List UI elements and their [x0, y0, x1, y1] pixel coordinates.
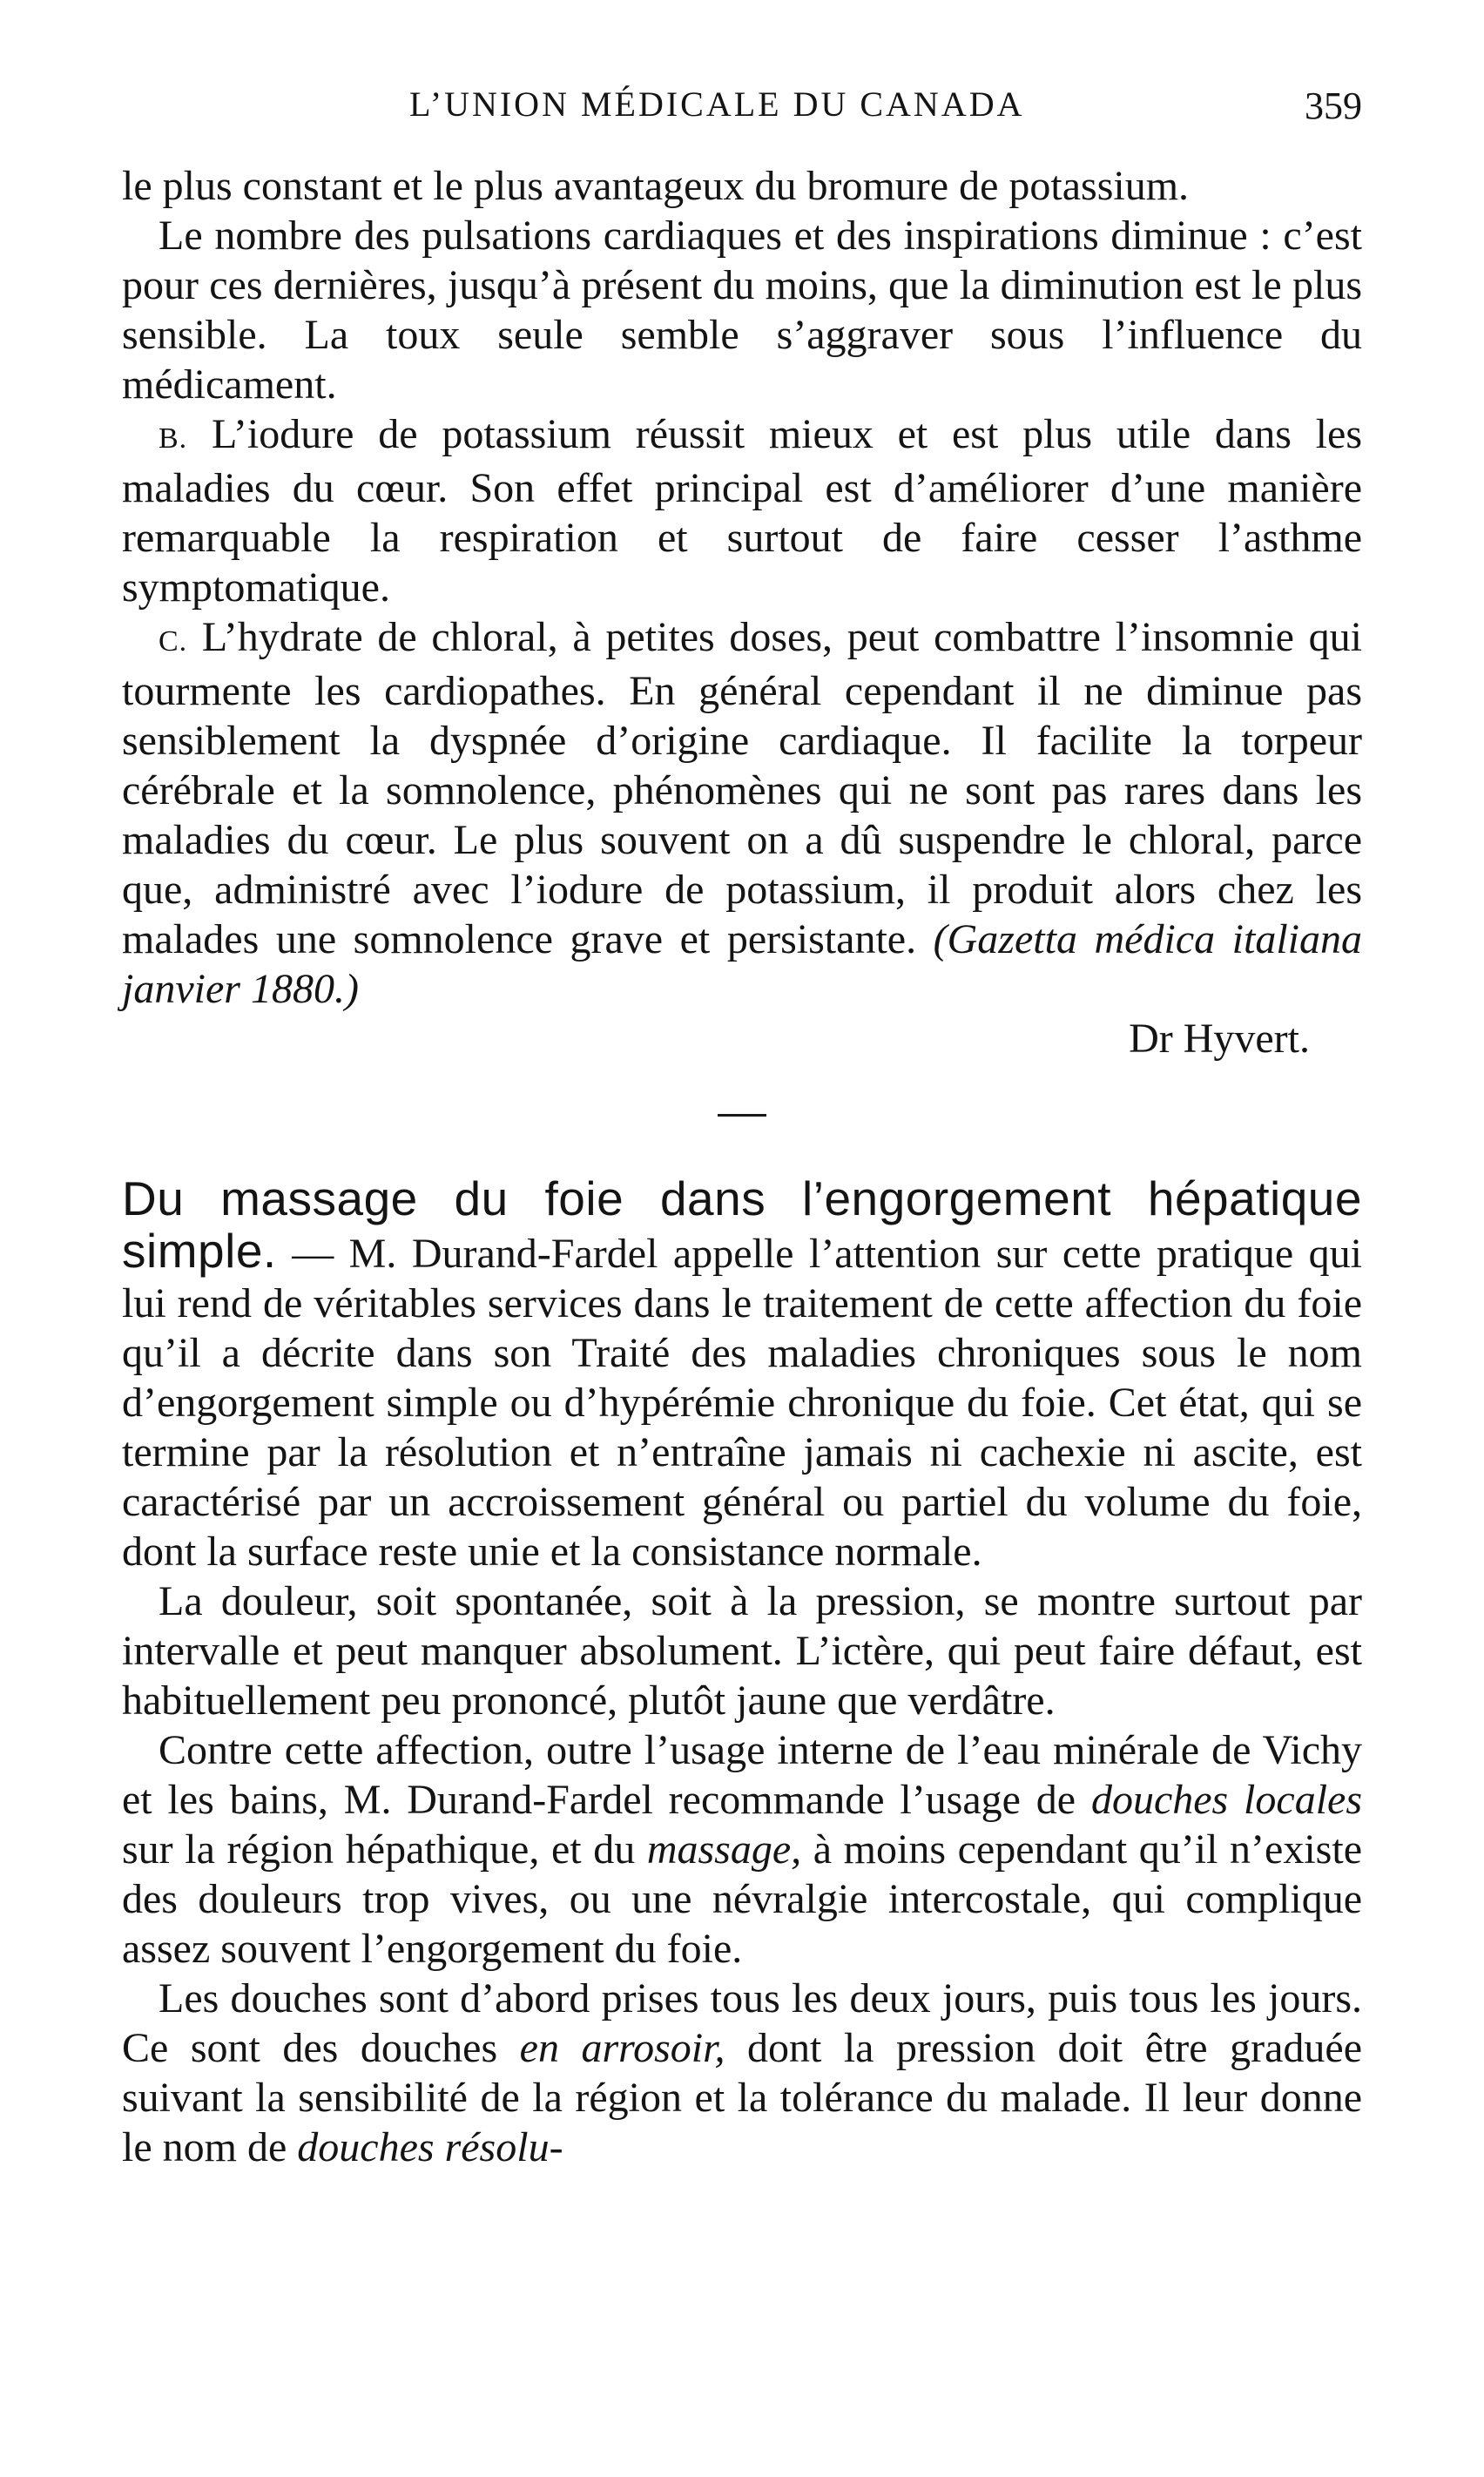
item-marker: C.	[159, 625, 188, 658]
paragraph-text: sur la région hépathique, et du	[122, 1826, 636, 1873]
paragraph: le plus constant et le plus avantageux du bromure de potassium.	[122, 163, 1190, 209]
paragraph-text: dont la pression doit être graduée suivant la sensibilité de la région et la tolérance du malade. Il leur donne le nom de	[122, 2025, 1363, 2170]
paragraph-text: Les douches sont d’abord prises tous les deux jours, puis tous les jours. Ce sont des douches	[122, 1975, 1362, 2071]
paragraph	[122, 1725, 1362, 1974]
paragraph	[122, 1974, 1362, 2172]
emphasis: massage,	[646, 1826, 802, 1873]
author-signature: Dr Hyvert.	[1129, 1016, 1310, 1062]
emphasis: douches locales	[1090, 1777, 1363, 1823]
emphasis: en arrosoir,	[519, 2025, 725, 2071]
section-divider	[718, 1114, 766, 1117]
article-title: Du massage du foie dans l’engorgement hépatique simple.	[122, 1171, 1362, 1278]
paragraph-b	[122, 409, 1362, 612]
article-continued	[122, 161, 1362, 2172]
paragraph-c	[122, 612, 1362, 1014]
paragraph: La douleur, soit spontanée, soit à la pression, se montre surtout par intervalle et peut manquer absolument. L’ictère, qui peut faire défaut, est habituellement peu prononcé, plutôt jaune que verdâtre.	[122, 1578, 1362, 1724]
paragraph-text: L’iodure de potassium réussit mieux et est plus utile dans les maladies du cœur. Son effet principal est d’améliorer d’une manière remarquable la respiration et surtout de faire cesser l’asthme symptomatique.	[122, 411, 1362, 611]
paragraph: Le nombre des pulsations cardiaques et des inspirations diminue : c’est pour ces dernières, jusqu’à présent du moins, que la diminution est le plus sensible. La toux seule semble s’aggraver sous l’influence du médicament.	[122, 213, 1362, 408]
article-opening	[122, 1171, 1363, 1576]
page-header	[122, 84, 1362, 136]
citation: (Gazetta médica italiana janvier 1880.)	[122, 916, 1363, 1012]
emphasis: douches résolu-	[297, 2124, 563, 2170]
paragraph-text: à moins cependant qu’il n’existe des douleurs trop vives, ou une névralgie intercostale, qui complique assez souvent l’engorgement du foie.	[122, 1826, 1362, 1972]
page-number: 359	[1305, 84, 1362, 127]
paragraph-text: L’hydrate de chloral, à petites doses, peut combattre l’insomnie qui tourmente les cardiopathes. En général cependant il ne diminue pas sensiblement la dyspnée d’origine cardiaque. Il facilite la torpeur cérébrale et la somnolence, phénomènes qui ne sont pas rares dans les maladies du cœur. Le plus souvent on a dû suspendre le chloral, parce que, administré avec l’iodure de potassium, il produit alors chez les malades une somnolence grave et persistante.	[122, 614, 1363, 962]
running-title: L’UNION MÉDICALE DU CANADA	[409, 84, 1025, 124]
item-marker: B.	[159, 422, 188, 455]
paragraph-text: Contre cette affection, outre l’usage interne de l’eau minérale de Vichy et les bains, M. Durand-Fardel recommande l’usage de	[122, 1727, 1362, 1823]
paragraph-text: — M. Durand-Fardel appelle l’attention sur cette pratique qui lui rend de véritables services dans le traitement de cette affection du foie qu’il a décrite dans son Traité des maladies chroniques sous le nom d’engorgement simple ou d’hypérémie chronique du foie. Cet état, qui se termine par la résolution et n’entraîne jamais ni cachexie ni ascite, est caractérisé par un accroissement général ou partiel du volume du foie, dont la surface reste unie et la consistance normale.	[122, 1231, 1363, 1575]
signature-line	[122, 1014, 1362, 1063]
